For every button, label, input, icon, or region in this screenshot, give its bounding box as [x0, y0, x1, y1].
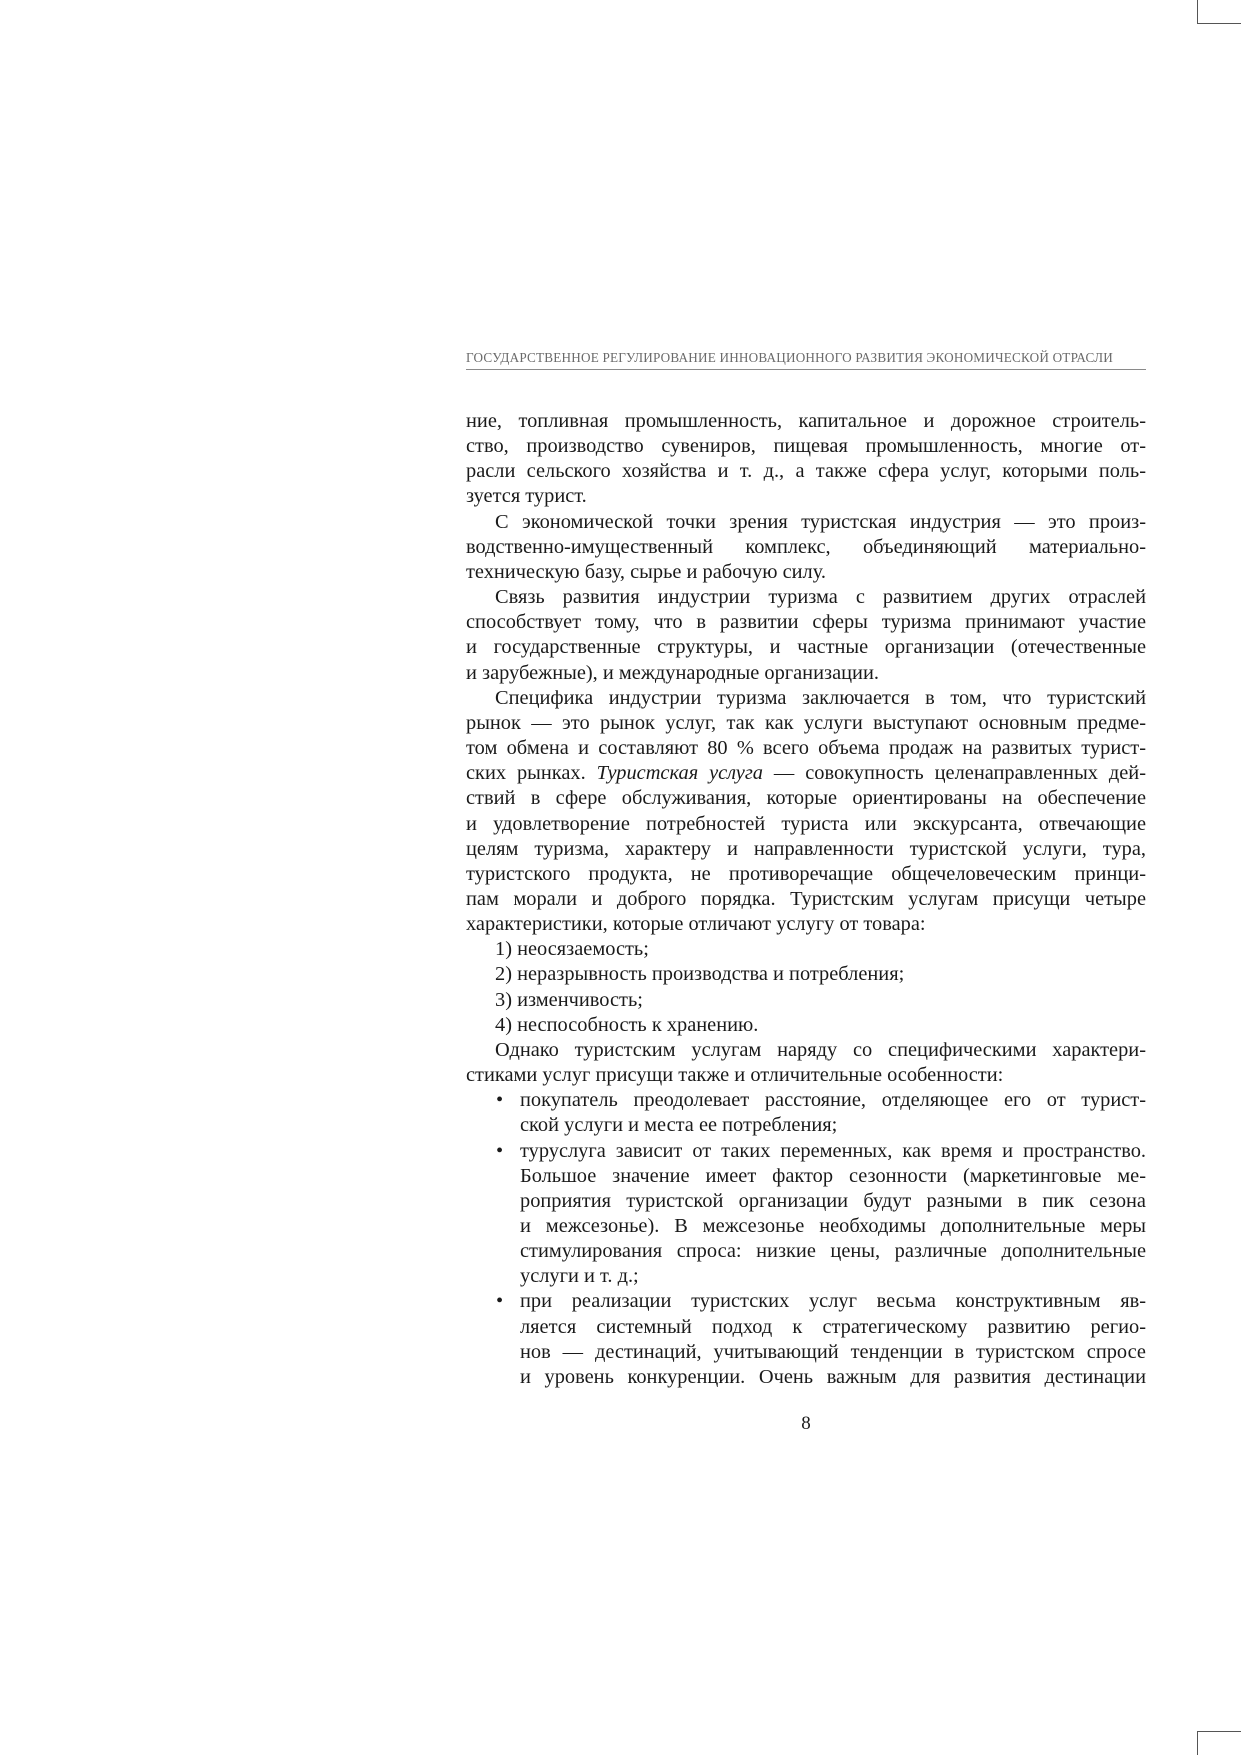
text-run: — совокупность целенаправленных дей-: [763, 762, 1147, 785]
text-line: роприятия туристской организации будут разными в пик сезона: [520, 1189, 1146, 1212]
bullet-item: [466, 1088, 1146, 1138]
crop-mark-bottom-h: [1197, 1731, 1241, 1732]
body-text: [466, 409, 1146, 1390]
text-line: ской услуги и места ее потребления;: [520, 1114, 838, 1137]
text-line: туруслуга зависит от таких переменных, как время и пространство.: [520, 1139, 1146, 1162]
text-line: и зарубежные), и международные организации.: [466, 661, 879, 684]
text-line: и государственные структуры, и частные организации (отечественные: [466, 636, 1146, 659]
paragraph-3: [466, 585, 1146, 686]
bullet-item: [466, 1139, 1146, 1290]
text-line: том обмена и составляют 80 % всего объема продаж на развитых турист-: [466, 737, 1146, 760]
page-number: 8: [801, 1413, 811, 1434]
text-line: ствий в сфере обслуживания, которые ориентированы на обеспечение: [466, 787, 1146, 810]
text-line: рынок — это рынок услуг, так как услуги выступают основным предме-: [466, 711, 1146, 734]
text-line: нов — дестинаций, учитывающий тенденции в туристском спросе: [520, 1340, 1146, 1363]
text-line: стимулирования спроса: низкие цены, различные дополнительные: [520, 1240, 1146, 1263]
text-line: при реализации туристских услуг весьма конструктивным яв-: [520, 1290, 1146, 1313]
text-line: ние, топливная промышленность, капитальное и дорожное строитель-: [466, 410, 1146, 432]
text-line: способствует тому, что в развитии сферы туризма принимают участие: [466, 611, 1146, 634]
numbered-list: [466, 937, 1146, 1038]
text-line: Связь развития индустрии туризма с развитием других отраслей: [495, 586, 1146, 609]
list-item: 4) неспособность к хранению.: [495, 1013, 759, 1036]
paragraph-5: [466, 1038, 1146, 1088]
text-line: техническую базу, сырье и рабочую силу.: [466, 560, 826, 583]
bullet-icon: •: [496, 1089, 504, 1112]
text-line: водственно-имущественный комплекс, объединяющий материально-: [466, 535, 1146, 558]
text-line: и межсезонье). В межсезонье необходимы дополнительные меры: [520, 1215, 1146, 1237]
text-line: покупатель преодолевает расстояние, отделяющее его от турист-: [520, 1089, 1146, 1112]
text-line: целям туризма, характеру и направленности туристской услуги, тура,: [466, 837, 1146, 860]
text-run: ских рынках.: [466, 762, 597, 785]
text-line: Большое значение имеет фактор сезонности (маркетинговые ме-: [520, 1164, 1146, 1187]
text-line: услуги и т. д.;: [520, 1265, 639, 1288]
running-header: ГОСУДАРСТВЕННОЕ РЕГУЛИРОВАНИЕ ИННОВАЦИОННОГО РАЗВИТИЯ ЭКОНОМИЧЕСКОЙ ОТРАСЛИ: [466, 350, 1146, 370]
text-line: [466, 761, 1146, 786]
list-item: 2) неразрывность производства и потребления;: [495, 963, 905, 986]
text-line: туристского продукта, не противоречащие общечеловеческим принци-: [466, 862, 1146, 885]
paragraph-2: [466, 510, 1146, 585]
bullet-icon: •: [496, 1139, 504, 1162]
text-line: пам морали и доброго порядка. Туристским услугам присущи четыре: [466, 887, 1146, 910]
crop-mark-top-h: [1197, 23, 1241, 24]
text-line: ляется системный подход к стратегическому развитию регио-: [520, 1315, 1146, 1338]
crop-mark-top-v: [1197, 0, 1198, 24]
text-line: и удовлетворение потребностей туриста или экскурсанта, отвечающие: [466, 812, 1146, 835]
text-line: стиками услуг присущи также и отличительные особенности:: [466, 1064, 1004, 1087]
text-line: и уровень конкуренции. Очень важным для развития дестинации: [520, 1365, 1146, 1388]
term-tourist-service: Туристская услуга: [596, 762, 764, 785]
text-line: ство, производство сувениров, пищевая промышленность, многие от-: [466, 435, 1146, 458]
bullet-item: [466, 1289, 1146, 1390]
crop-mark-bottom-v: [1197, 1731, 1198, 1755]
text-line: С экономической точки зрения туристская индустрия — это произ-: [495, 510, 1146, 533]
text-line: Однако туристским услугам наряду со специфическими характери-: [495, 1038, 1146, 1061]
list-item: 1) неосязаемость;: [495, 938, 649, 961]
text-line: Специфика индустрии туризма заключается в том, что туристский: [495, 686, 1146, 709]
list-item: 3) изменчивость;: [495, 988, 643, 1011]
bullet-list: [466, 1088, 1146, 1390]
text-line: расли сельского хозяйства и т. д., а также сфера услуг, которыми поль-: [466, 460, 1146, 483]
paragraph-4: [466, 686, 1146, 938]
text-line: зуется турист.: [466, 485, 587, 508]
text-line: характеристики, которые отличают услугу от товара:: [466, 913, 926, 936]
paragraph-1: [466, 409, 1146, 510]
bullet-icon: •: [496, 1290, 504, 1313]
